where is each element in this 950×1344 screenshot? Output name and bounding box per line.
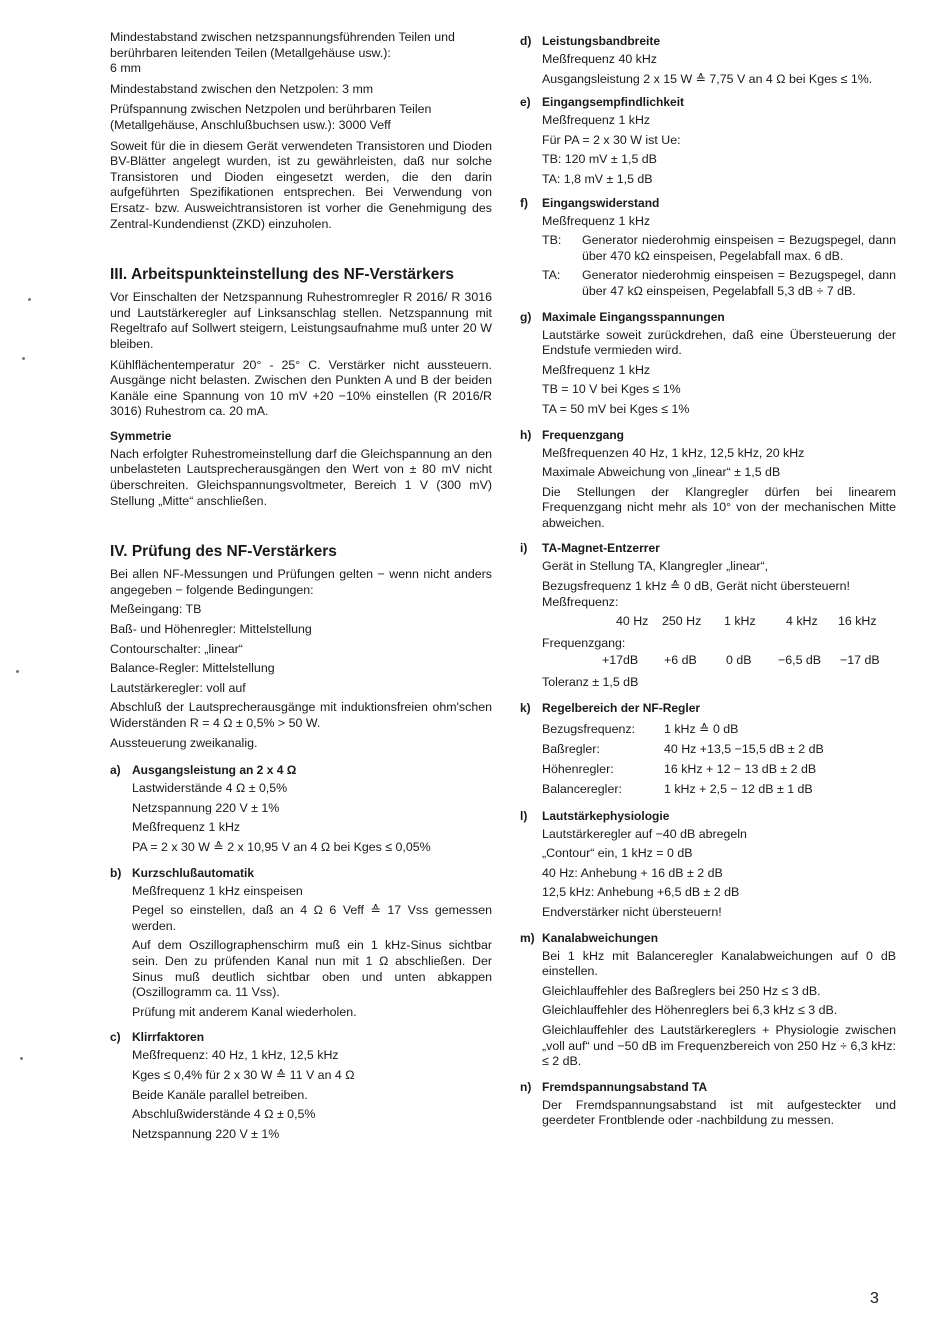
section-k [520,701,896,799]
subheading: Klirrfaktoren [132,1030,205,1045]
scan-speck [22,357,25,360]
item-label: n) [520,1079,532,1094]
list-item: Endverstärker nicht übersteuern! [542,905,722,919]
list-item: PA = 2 x 30 W ≙ 2 x 10,95 V an 4 Ω bei Kges ≤ 0,05% [132,839,431,854]
section-c [110,1030,492,1142]
list-item: Baß- und Höhenregler: Mittelstellung [110,622,312,637]
subheading: Fremdspannungsabstand TA [542,1079,708,1094]
list-item: Meßfrequenz 1 kHz [542,362,651,377]
list-item: Bei allen NF-Messungen und Prüfungen gelten − wenn nicht anders angegeben − folgende Bedingungen: [110,567,492,597]
paragraph: Kühlflächentemperatur 20° - 25° C. Verstärker nicht aussteuern. Ausgänge nicht belasten. Zwischen den Punkten A und B der beiden Kanäle eine Spannung von 10 mV +20 −10% einstellen (R 2016/R 3016) Ruhestrom ca. 20 mA. [110,357,492,419]
item-label: c) [110,1030,121,1045]
list-item: Lautstärkeregler auf −40 dB abregeln [542,826,747,841]
intro-text: Mindestabstand zwischen den Netzpolen: 3 mm [110,81,374,96]
list-item: Meßfrequenz: 40 Hz, 1 kHz, 12,5 kHz [132,1048,339,1063]
list-item: TB = 10 V bei Kges ≤ 1% [542,382,681,397]
section-b [110,866,492,1021]
item-label: a) [110,763,121,778]
intro-text: Prüfspannung zwischen Netzpolen und berührbaren Teilen (Metallgehäuse, Anschlußbuchsen usw.): 3000 Veff [110,102,432,132]
freq-cell: 1 kHz [724,614,756,629]
list-item: Toleranz ± 1,5 dB [542,675,639,690]
resp-cell: 0 dB [726,653,752,668]
list-item: Meßfrequenzen 40 Hz, 1 kHz, 12,5 kHz, 20 kHz [542,445,805,460]
frequency-row [542,614,896,630]
row-value: 16 kHz + 12 − 13 dB ± 2 dB [664,761,817,776]
section-heading: IV. Prüfung des NF-Verstärkers [110,543,337,561]
item-label: b) [110,865,122,880]
row-value: 40 Hz +13,5 −15,5 dB ± 2 dB [664,741,824,756]
list-item: Bezugsfrequenz 1 kHz ≙ 0 dB, Gerät nicht übersteuern! [542,579,850,594]
list-item: TB: 120 mV ± 1,5 dB [542,152,657,167]
scan-speck [28,298,31,301]
subheading: Kurzschlußautomatik [132,865,255,880]
right-column [520,34,896,1135]
item-label: e) [520,95,531,110]
list-item: Für PA = 2 x 30 W ist Ue: [542,132,681,147]
conditions-list [110,567,492,751]
paragraph: Nach erfolgter Ruhestromeinstellung darf die Gleichspannung an den unbelasteten Lautsprecherausgängen den Wert von ± 80 mV nicht überschreiten. Gleichspannungsvoltmeter, Bereich 1 V (300 mV) Stellung „Mitte“ anschließen. [110,446,492,508]
list-item: Kges ≤ 0,4% für 2 x 30 W ≙ 11 V an 4 Ω [132,1067,355,1082]
section-l [520,809,896,921]
subheading: Kanalabweichungen [542,930,659,945]
section-n [520,1080,896,1129]
resp-cell: +17dB [602,653,639,668]
item-label: h) [520,427,532,442]
list-item: Lautstärke soweit zurückdrehen, daß eine Übersteuerung der Endstufe vermieden wird. [542,327,896,358]
ta-row [542,268,896,299]
subheading: TA-Magnet-Entzerrer [542,541,660,556]
list-item: TA: 1,8 mV ± 1,5 dB [542,171,653,186]
freq-cell: 4 kHz [786,614,818,629]
item-label: g) [520,309,532,324]
list-item: Meßeingang: TB [110,602,202,617]
list-item: Meßfrequenz 1 kHz [542,213,651,228]
subheading: Regelbereich der NF-Regler [542,700,701,715]
page-number: 3 [870,1290,879,1307]
section-h [520,428,896,532]
list-item: Meßfrequenz 1 kHz [542,113,651,128]
row-key: Bezugsfrequenz: [542,721,635,736]
list-item: Balance-Regler: Mittelstellung [110,661,275,676]
row-value: Generator niederohmig einspeisen = Bezugspegel, dann über 47 kΩ einspeisen, Pegelabfall 5,3 dB ÷ 7 dB. [582,268,896,298]
list-item: „Contour“ ein, 1 kHz = 0 dB [542,846,693,861]
section-a [110,763,492,855]
tb-row [542,233,896,264]
item-label: k) [520,700,531,715]
subheading: Frequenzgang [542,427,625,442]
regulator-table [542,719,896,799]
subheading: Symmetrie [110,428,172,443]
resp-cell: −6,5 dB [778,653,822,668]
freq-cell: 250 Hz [662,614,702,629]
intro-text: Soweit für die in diesem Gerät verwendeten Transistoren und Dioden BV-Blätter angelegt wurden, ist zu gewährleisten, daß nur solche Transistoren und Dioden eingesetzt werden, die den darin aufgeführten Spezifikationen entsprechen. Bei Verwendung von Ersatz- bzw. Ausweichtransistoren ist vorher die Genehmigung des Zentral-Kundendienst (ZKD) einzuholen. [110,138,492,231]
paragraph: Der Fremdspannungsabstand ist mit aufgesteckter und geerdeter Frontblende oder -nachbildung zu messen. [542,1097,896,1128]
subheading: Eingangswiderstand [542,195,660,210]
list-item: Contourschalter: „linear“ [110,641,243,656]
list-item: Gerät in Stellung TA, Klangregler „linear“, [542,559,769,574]
subheading: Leistungsbandbreite [542,34,661,48]
resp-cell: +6 dB [664,653,697,668]
item-label: m) [520,930,535,945]
list-item: Gleichlauffehler des Lautstärkereglers + Physiologie zwischen „voll auf“ und −50 dB im Frequenzbereich von 250 Hz ÷ 6,3 kHz: ≤ 2 dB. [542,1022,896,1069]
row-value: 1 kHz + 2,5 − 12 dB ± 1 dB [664,781,813,796]
intro-text: 6 mm [110,61,141,76]
subheading: Lautstärkephysiologie [542,808,670,823]
subheading: Maximale Eingangsspannungen [542,309,725,324]
scan-speck [16,670,19,673]
resp-cell: −17 dB [840,653,880,668]
row-key: TB: [542,233,562,248]
section-e [520,95,896,187]
list-item: Netzspannung 220 V ± 1% [132,800,280,815]
list-item: Meßfrequenz 40 kHz [542,52,658,66]
item-label: l) [520,808,528,823]
list-item: Bei 1 kHz mit Balanceregler Kanalabweichungen auf 0 dB einstellen. [542,948,896,979]
subheading: Eingangsempfindlichkeit [542,95,685,110]
list-item: Gleichlauffehler des Baßreglers bei 250 Hz ≤ 3 dB. [542,983,821,998]
scan-speck [20,1057,23,1060]
list-item: Netzspannung 220 V ± 1% [132,1126,280,1141]
left-column [110,30,492,1148]
list-item: Meßfrequenz 1 kHz [132,820,241,835]
row-value: 1 kHz ≙ 0 dB [664,721,739,736]
freq-cell: 40 Hz [616,614,649,629]
section-i [520,541,896,690]
row-key: Balanceregler: [542,781,622,796]
section-g [520,310,896,418]
list-item: Meßfrequenz: [542,594,619,609]
list-item: Meßfrequenz 1 kHz einspeisen [132,883,303,898]
item-label: f) [520,195,528,210]
list-item: Ausgangsleistung 2 x 15 W ≙ 7,75 V an 4 Ω bei Kges ≤ 1%. [542,71,873,86]
subheading: Ausgangsleistung an 2 x 4 Ω [132,763,297,778]
list-item: TA = 50 mV bei Kges ≤ 1% [542,401,690,416]
list-item: Aussteuerung zweikanalig. [110,735,258,750]
response-row [542,653,896,669]
row-key: TA: [542,268,561,283]
row-key: Höhenregler: [542,761,614,776]
freq-cell: 16 kHz [838,614,877,629]
list-item: 40 Hz: Anhebung + 16 dB ± 2 dB [542,865,723,880]
list-item: Prüfung mit anderem Kanal wiederholen. [132,1004,357,1019]
list-item: Pegel so einstellen, daß an 4 Ω 6 Veff ≙ 17 Vss gemessen werden. [132,903,492,933]
row-value: Generator niederohmig einspeisen = Bezugspegel, dann über 470 kΩ einspeisen, Pegelabfall max. 6 dB. [582,233,896,263]
list-item: Abschlußwiderstände 4 Ω ± 0,5% [132,1107,316,1122]
list-item: Frequenzgang: [542,635,626,650]
list-item: Lautstärkeregler: voll auf [110,680,246,695]
list-item: Beide Kanäle parallel betreiben. [132,1087,308,1102]
item-label: i) [520,541,528,556]
row-key: Baßregler: [542,741,600,756]
paragraph: Vor Einschalten der Netzspannung Ruhestromregler R 2016/ R 3016 und Lautstärkeregler auf Linksanschlag stellen. Netzspannung mit Regeltrafo auf Sollwert steigern, Leistungsaufnahme muß unter 20 W bleiben. [110,290,492,351]
section-heading: III. Arbeitspunkteinstellung des NF-Verstärkers [110,266,454,284]
list-item: 12,5 kHz: Anhebung +6,5 dB ± 2 dB [542,885,740,900]
list-item: Maximale Abweichung von „linear“ ± 1,5 dB [542,465,781,480]
list-item: Lastwiderstände 4 Ω ± 0,5% [132,781,288,796]
section-m [520,931,896,1070]
item-label: d) [520,34,532,48]
intro-text: Mindestabstand zwischen netzspannungsführenden Teilen und berührbaren leitenden Teilen (Metallgehäuse usw.): [110,30,455,60]
list-item: Gleichlauffehler des Höhenreglers bei 6,3 kHz ≤ 3 dB. [542,1003,838,1018]
list-item: Auf dem Oszillographenschirm muß ein 1 kHz-Sinus sichtbar sein. Den zu prüfenden Kanal nun mit 1 Ω abschließen. Der Sinus muß deutlich sichtbar oben und unten abkappen (Oszillogramm ca. 11 Vss). [132,938,492,1000]
list-item: Die Stellungen der Klangregler dürfen bei linearem Frequenzgang nicht mehr als 10° von der mechanischen Mitte abweichen. [542,484,896,530]
list-item: Abschluß der Lautsprecherausgänge mit induktionsfreien ohm'schen Widerständen R = 4 Ω ± 0,5% > 50 W. [110,700,492,730]
section-f [520,196,896,300]
section-d [520,34,896,87]
